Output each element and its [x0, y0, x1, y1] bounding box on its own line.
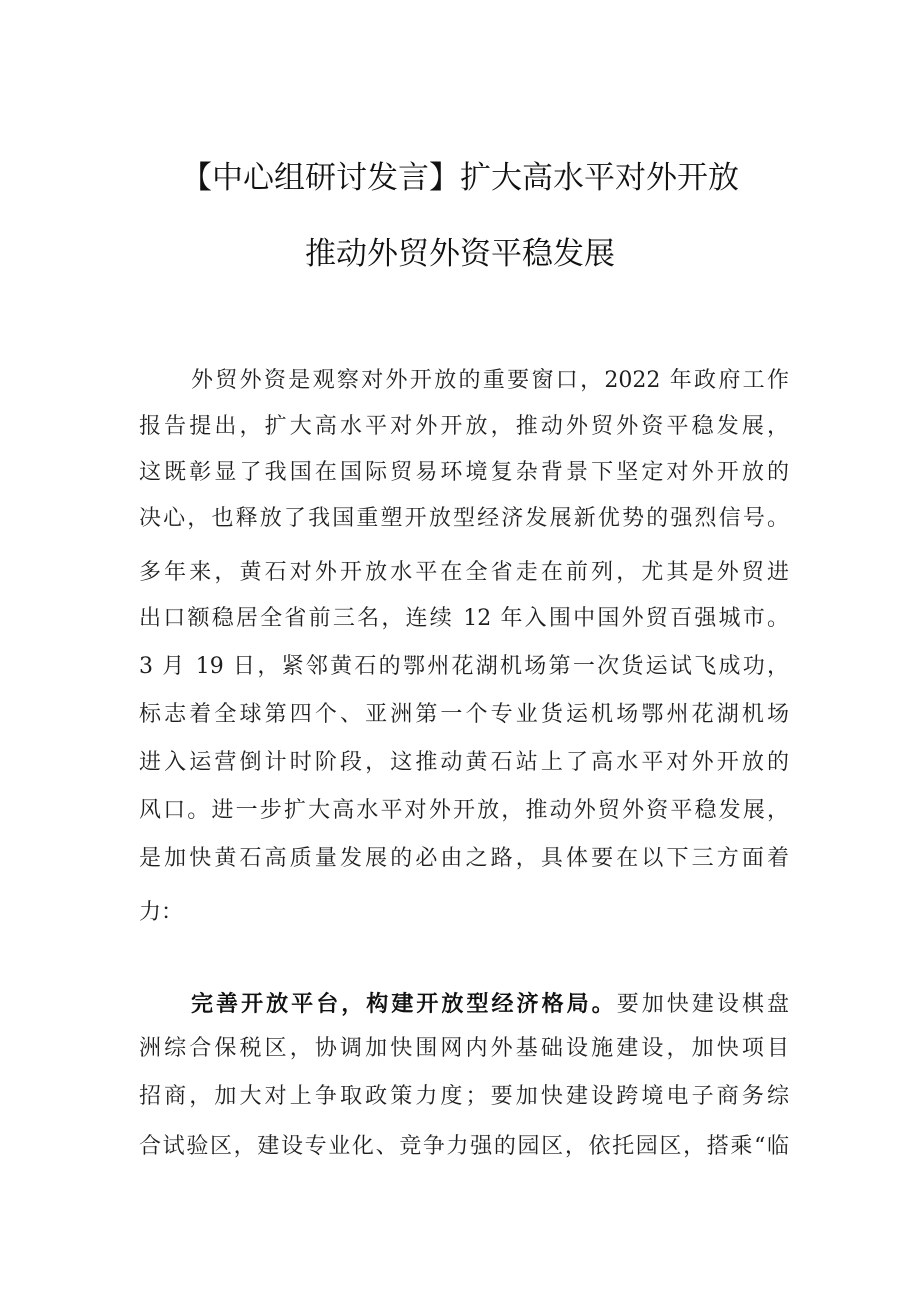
paragraph-2-line-1	[191, 990, 789, 1020]
paragraph-1-line-11: 是加快黄石高质量发展的必由之路，具体要在以下三方面着	[139, 846, 789, 871]
paragraph-1-line-4: 决心，也释放了我国重塑开放型经济发展新优势的强烈信号。	[139, 506, 789, 531]
paragraph-2-line-4: 合试验区，建设专业化、竞争力强的园区，依托园区，搭乘“临	[139, 1134, 789, 1159]
paragraph-1-line-2: 报告提出，扩大高水平对外开放，推动外贸外资平稳发展，	[139, 414, 789, 439]
paragraph-1-line-10: 风口。进一步扩大高水平对外开放，推动外贸外资平稳发展，	[139, 798, 789, 823]
paragraph-1-line-5: 多年来，黄石对外开放水平在全省走在前列，尤其是外贸进	[139, 560, 789, 585]
paragraph-1-line-6: 出口额稳居全省前三名，连续 12 年入围中国外贸百强城市。	[139, 606, 789, 631]
paragraph-1-line-3: 这既彰显了我国在国际贸易环境复杂背景下坚定对外开放的	[139, 460, 789, 485]
paragraph-2-line-2: 洲综合保税区，协调加快围网内外基础设施建设，加快项目	[139, 1036, 789, 1061]
paragraph-2-heading: 完善开放平台，构建开放型经济格局。	[191, 992, 617, 1017]
paragraph-1-line-1: 外贸外资是观察对外开放的重要窗口，2022 年政府工作	[191, 368, 789, 393]
paragraph-1-line-9: 进入运营倒计时阶段，这推动黄石站上了高水平对外开放的	[139, 750, 789, 775]
paragraph-2-line-1-rest: 要加快建设棋盘	[616, 992, 789, 1017]
paragraph-1-line-8: 标志着全球第四个、亚洲第一个专业货运机场鄂州花湖机场	[139, 702, 789, 727]
document-title-line-2: 推动外贸外资平稳发展	[305, 236, 615, 272]
document-title-line-1: 【中心组研讨发言】扩大高水平对外开放	[181, 160, 739, 196]
paragraph-1-line-7: 3 月 19 日，紧邻黄石的鄂州花湖机场第一次货运试飞成功，	[139, 654, 789, 679]
paragraph-1-line-12: 力：	[139, 900, 184, 925]
paragraph-2-line-3: 招商，加大对上争取政策力度；要加快建设跨境电子商务综	[139, 1084, 789, 1109]
